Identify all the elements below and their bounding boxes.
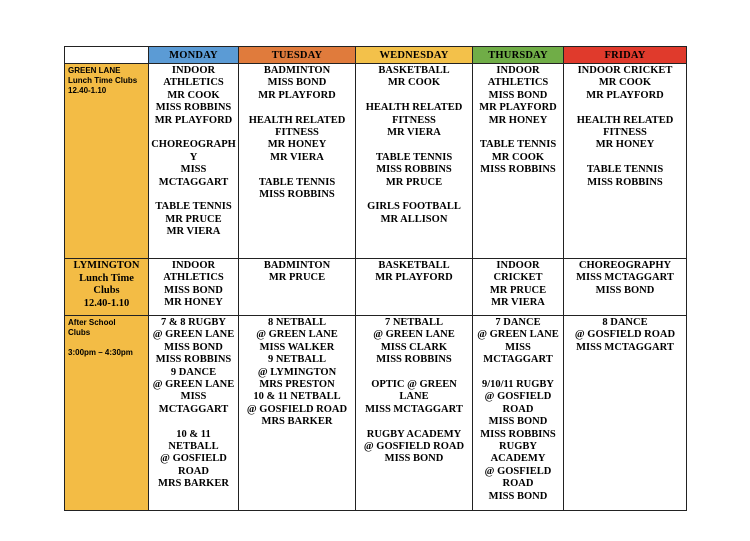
header-row xyxy=(65,47,687,64)
row-label-line: 12.40-1.10 xyxy=(83,297,130,309)
club-entry-line: 7 NETBALL xyxy=(384,317,444,328)
club-entry-line: ACADEMY xyxy=(490,453,546,465)
club-entry-line: INDOOR xyxy=(171,65,216,76)
club-entry-line: MCTAGGART xyxy=(158,403,229,415)
cell-monday xyxy=(149,64,239,259)
club-entry-line: MR ALLISON xyxy=(380,213,448,225)
blank-line xyxy=(473,367,563,379)
club-entry-line: LANE xyxy=(399,391,429,403)
club-entry-line: 8 DANCE xyxy=(602,317,648,328)
club-entry-line: @ GREEN LANE xyxy=(152,329,235,341)
cell-friday xyxy=(564,316,687,511)
cell-tuesday xyxy=(239,316,356,511)
club-entry-line: MISS MCTAGGART xyxy=(576,272,674,284)
row-label-line: Clubs xyxy=(68,328,91,337)
club-entry-line: HEALTH RELATED xyxy=(248,114,346,126)
blank-line xyxy=(239,164,355,176)
club-entry-line: ROAD xyxy=(502,403,534,415)
blank-line xyxy=(564,152,686,164)
club-entry-line: MISS ROBBINS xyxy=(480,428,556,440)
club-entry-line: MR VIERA xyxy=(270,151,324,163)
club-entry-line: MR COOK xyxy=(167,89,220,101)
day-header-thursday: THURSDAY xyxy=(473,47,564,64)
club-entry-line: 10 & 11 xyxy=(176,428,211,440)
club-entry-line: TABLE TENNIS xyxy=(375,151,453,163)
club-entry-line: 9 NETBALL xyxy=(267,354,327,366)
club-entry-line: @ LYMINGTON xyxy=(257,366,337,378)
row-label-line xyxy=(68,338,145,348)
club-entry-line: @ GOSFIELD xyxy=(484,391,552,403)
row-label-line: 12.40-1.10 xyxy=(68,86,107,95)
row-label-line: Clubs xyxy=(93,285,120,296)
club-entry-line: BADMINTON xyxy=(263,260,331,271)
row-label-after-school xyxy=(65,316,149,511)
club-entry-line: CHOREOGRAPH xyxy=(151,139,236,151)
club-entry-line: FITNESS xyxy=(603,127,647,139)
club-entry-line: MR PRUCE xyxy=(489,284,547,296)
club-entry-line: MISS BOND xyxy=(164,284,223,296)
club-entry-line: 8 NETBALL xyxy=(267,317,327,328)
blank-line xyxy=(473,127,563,139)
blank-line xyxy=(356,139,472,151)
day-header-wednesday: WEDNESDAY xyxy=(356,47,473,64)
club-entry-line: MR COOK xyxy=(491,151,545,163)
blank-line xyxy=(149,416,238,428)
club-entry-line: MISS BOND xyxy=(488,416,548,428)
club-entry-line: 10 & 11 NETBALL xyxy=(253,391,341,403)
cell-tuesday xyxy=(239,64,356,259)
club-entry-line: 9 DANCE xyxy=(170,366,217,378)
club-entry-line: INDOOR xyxy=(496,65,540,76)
cell-wednesday xyxy=(356,259,473,316)
club-entry-line: MISS ROBBINS xyxy=(376,164,452,176)
club-entry-line: @ GOSFIELD xyxy=(160,453,227,465)
cell-thursday xyxy=(473,64,564,259)
club-entry-line: MR VIERA xyxy=(166,226,221,238)
club-entry-line: MRS BARKER xyxy=(261,416,333,428)
club-entry-line: MR PLAYFORD xyxy=(586,89,664,101)
club-entry-line: MR PRUCE xyxy=(385,176,443,188)
club-entry-line: MISS MCTAGGART xyxy=(365,403,463,415)
club-entry-line: OPTIC @ GREEN xyxy=(371,379,457,391)
blank-line xyxy=(356,189,472,201)
club-entry-line: MISS ROBBINS xyxy=(376,354,452,366)
row-label-line: Lunch Time xyxy=(79,272,134,284)
blank-line xyxy=(239,102,355,114)
club-entry-line: MR HONEY xyxy=(164,297,223,309)
row-label-line: LYMINGTON xyxy=(73,260,140,271)
row-label-line: Lunch Time Clubs xyxy=(68,76,138,85)
club-entry-line: MR PRUCE xyxy=(165,213,222,225)
club-entry-line: Y xyxy=(189,151,198,163)
club-entry-line: @ GOSFIELD ROAD xyxy=(574,329,676,341)
cell-friday xyxy=(564,64,687,259)
club-entry-line: MCTAGGART xyxy=(483,354,553,366)
blank-line xyxy=(356,416,472,428)
club-entry-line: MCTAGGART xyxy=(158,176,229,188)
row-label-line: GREEN LANE xyxy=(68,66,121,75)
club-entry-line: RUGBY ACADEMY xyxy=(366,428,462,440)
cell-tuesday xyxy=(239,259,356,316)
club-entry-line: FITNESS xyxy=(392,114,436,126)
club-entry-line: 7 DANCE xyxy=(495,317,541,328)
club-entry-line: MR VIERA xyxy=(387,127,441,139)
cell-thursday xyxy=(473,316,564,511)
club-entry-line: HEALTH RELATED xyxy=(576,114,674,126)
club-entry-line: MISS BOND xyxy=(488,89,548,101)
club-entry-line: ATHLETICS xyxy=(163,77,224,89)
club-entry-line: BASKETBALL xyxy=(378,260,450,271)
club-entry-line: MISS ROBBINS xyxy=(480,164,556,176)
club-entry-line: MR HONEY xyxy=(488,114,548,126)
club-entry-line: MRS PRESTON xyxy=(259,379,335,391)
club-entry-line: TABLE TENNIS xyxy=(586,164,664,176)
club-entry-line: CHOREOGRAPHY xyxy=(578,260,672,271)
club-entry-line: ATHLETICS xyxy=(487,77,549,89)
day-header-tuesday: TUESDAY xyxy=(239,47,356,64)
row-label-green-lane xyxy=(65,64,149,259)
club-entry-line: MISS BOND xyxy=(164,341,223,353)
club-entry-line: MR HONEY xyxy=(267,139,327,151)
club-entry-line: TABLE TENNIS xyxy=(155,201,232,213)
blank-line xyxy=(564,102,686,114)
club-entry-line: @ GREEN LANE xyxy=(373,329,455,341)
club-entry-line: MR PLAYFORD xyxy=(375,272,453,284)
day-header-monday: MONDAY xyxy=(149,47,239,64)
club-entry-line: @ GREEN LANE xyxy=(256,329,338,341)
club-entry-line: MISS xyxy=(180,164,207,176)
lymington-lunch-row xyxy=(65,259,687,316)
cell-monday xyxy=(149,259,239,316)
row-label-line: 3:00pm – 4:30pm xyxy=(68,348,133,357)
cell-thursday xyxy=(473,259,564,316)
club-entry-line: FITNESS xyxy=(275,127,319,139)
club-entry-line: BASKETBALL xyxy=(378,65,450,76)
blank-line xyxy=(149,127,238,139)
row-label-line: After School xyxy=(68,318,116,327)
row-label-lymington xyxy=(65,259,149,316)
club-entry-line: MISS ROBBINS xyxy=(259,189,335,201)
club-entry-line: MR PRUCE xyxy=(268,272,326,284)
club-entry-line: CRICKET xyxy=(493,272,543,284)
cell-wednesday xyxy=(356,64,473,259)
club-entry-line: MISS MCTAGGART xyxy=(576,341,674,353)
club-entry-line: MR PLAYFORD xyxy=(154,114,233,126)
club-entry-line: MR COOK xyxy=(387,77,441,89)
club-entry-line: MISS BOND xyxy=(488,490,548,502)
club-entry-line: INDOOR xyxy=(171,260,216,271)
club-entry-line: MR PLAYFORD xyxy=(258,89,336,101)
club-entry-line: @ GOSFIELD xyxy=(484,465,552,477)
club-entry-line: MR VIERA xyxy=(491,297,545,309)
blank-line xyxy=(356,90,472,102)
club-entry-line: 7 & 8 RUGBY xyxy=(160,317,227,328)
cell-monday xyxy=(149,316,239,511)
club-entry-line: MR COOK xyxy=(598,77,652,89)
club-entry-line: BADMINTON xyxy=(263,65,331,76)
club-entry-line: MISS xyxy=(505,341,531,353)
club-entry-line: MISS ROBBINS xyxy=(155,354,232,366)
club-entry-line: @ GOSFIELD ROAD xyxy=(363,441,465,453)
club-entry-line: GIRLS FOOTBALL xyxy=(367,201,461,213)
club-entry-line: TABLE TENNIS xyxy=(258,176,336,188)
club-entry-line: MISS ROBBINS xyxy=(587,176,663,188)
blank-line xyxy=(149,189,238,201)
cell-wednesday xyxy=(356,316,473,511)
club-entry-line: TABLE TENNIS xyxy=(479,139,557,151)
club-entry-line: MISS CLARK xyxy=(380,341,448,353)
club-entry-line: MISS ROBBINS xyxy=(155,102,232,114)
club-entry-line: MRS BARKER xyxy=(158,478,229,490)
club-entry-line: @ GREEN LANE xyxy=(477,329,559,341)
club-entry-line: NETBALL xyxy=(168,441,219,453)
club-entry-line: MISS BOND xyxy=(267,77,327,89)
club-entry-line: @ GOSFIELD ROAD xyxy=(246,403,348,415)
club-entry-line: 9/10/11 RUGBY xyxy=(481,379,555,391)
club-entry-line: MR HONEY xyxy=(595,139,655,151)
club-entry-line: ATHLETICS xyxy=(163,272,224,284)
club-entry-line: MISS BOND xyxy=(384,453,444,465)
cell-friday xyxy=(564,259,687,316)
club-entry-line: RUGBY xyxy=(499,441,537,453)
club-entry-line: MISS xyxy=(180,391,207,403)
day-header-friday: FRIDAY xyxy=(564,47,687,64)
green-lane-lunch-row xyxy=(65,64,687,259)
blank-line xyxy=(356,367,472,379)
club-entry-line: HEALTH RELATED xyxy=(365,102,463,114)
club-entry-line: MISS BOND xyxy=(595,284,655,296)
timetable xyxy=(64,46,687,511)
club-entry-line: MISS WALKER xyxy=(259,341,335,353)
corner-cell xyxy=(65,47,149,64)
after-school-row xyxy=(65,316,687,511)
club-entry-line: ROAD xyxy=(178,465,209,477)
club-entry-line: INDOOR xyxy=(496,260,540,271)
club-entry-line: MR PLAYFORD xyxy=(479,102,557,114)
club-entry-line: @ GREEN LANE xyxy=(152,379,235,391)
club-entry-line: ROAD xyxy=(502,478,534,490)
club-entry-line: INDOOR CRICKET xyxy=(577,65,673,76)
